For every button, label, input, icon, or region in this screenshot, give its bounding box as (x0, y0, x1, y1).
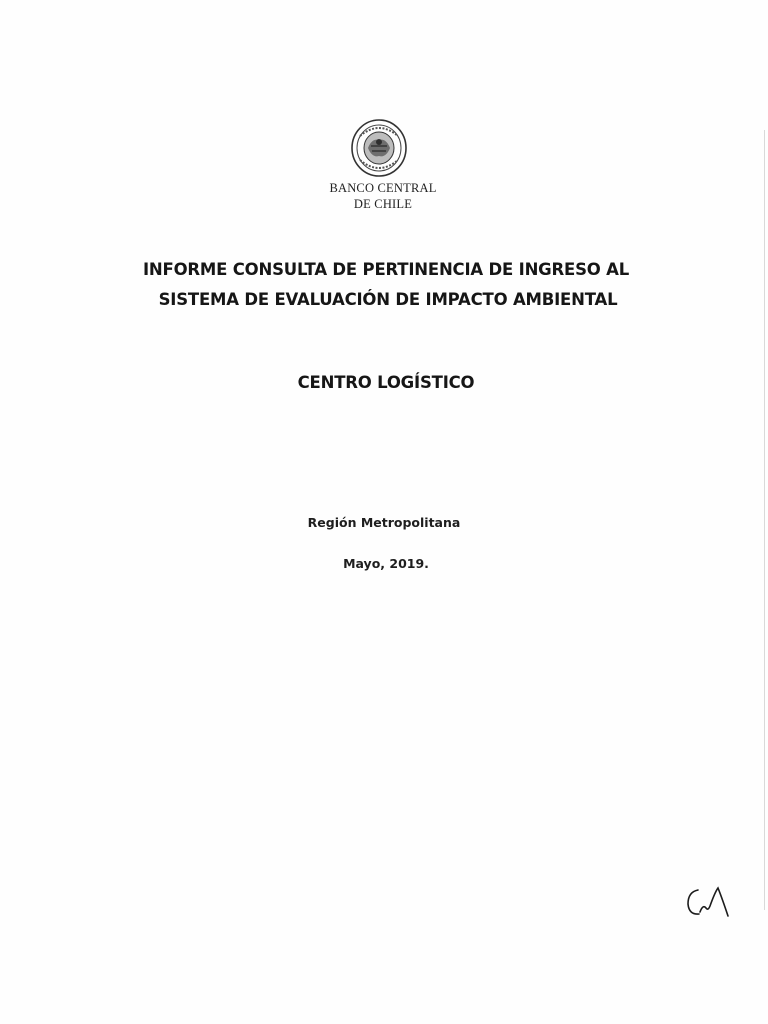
region-label: Región Metropolitana (307, 515, 461, 530)
handwritten-initials-icon (684, 884, 732, 920)
bank-name-line1: BANCO CENTRAL (329, 181, 437, 195)
document-title-line1: INFORME CONSULTA DE PERTINENCIA DE INGRESO AL (142, 260, 630, 279)
project-name: CENTRO LOGÍSTICO (297, 373, 475, 392)
bank-name-line2: DE CHILE (353, 197, 413, 211)
banco-central-seal-icon (350, 118, 408, 178)
document-date: Mayo, 2019. (343, 556, 429, 571)
document-title-line2: SISTEMA DE EVALUACIÓN DE IMPACTO AMBIENTAL (158, 290, 618, 309)
